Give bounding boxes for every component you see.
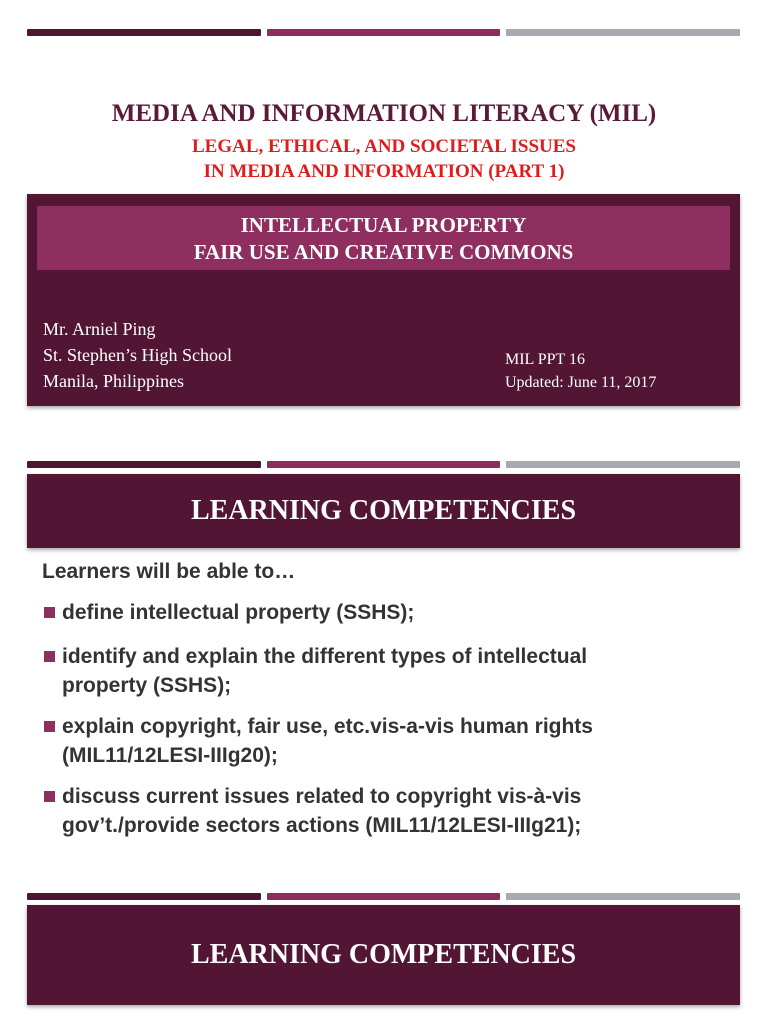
bullet-square-icon [44,651,55,662]
accent-stripe-dark [27,893,261,900]
slide1-subtitle-line1: LEGAL, ETHICAL, AND SOCIETAL ISSUES [192,136,576,157]
slide1-panel [27,194,740,406]
bullet-line: property (SSHS); [62,674,232,697]
ppt-id: MIL PPT 16 [505,351,586,368]
slide2-heading: LEARNING COMPETENCIES [27,474,740,548]
list-item [44,782,684,840]
accent-stripe-mid [267,29,500,36]
bullet-square-icon [44,607,55,618]
accent-stripe-gray [506,29,740,36]
author-name: Mr. Arniel Ping [43,319,156,339]
author-location: Manila, Philippines [43,371,184,391]
meta-block [505,348,656,394]
slide3-heading: LEARNING COMPETENCIES [27,905,740,1005]
bullet-line: discuss current issues related to copyright vis-à-vis [62,785,582,808]
list-item [44,598,684,627]
bullet-line: gov’t./provide sectors actions (MIL11/12LESI-IIIg21); [62,814,582,837]
topic-line1: INTELLECTUAL PROPERTY [240,213,527,237]
accent-stripe-mid [267,461,500,468]
list-item [44,712,684,770]
bullet-line: define intellectual property (SSHS); [62,601,415,624]
author-block [43,316,232,394]
topic-band [37,206,730,270]
bullet-line: identify and explain the different types of intellectual [62,645,588,668]
bullet-square-icon [44,791,55,802]
bullet-line: (MIL11/12LESI-IIIg20); [62,744,278,767]
bullet-square-icon [44,721,55,732]
slide1-subtitle [0,134,768,184]
slide1-subtitle-line2: IN MEDIA AND INFORMATION (PART 1) [203,161,565,182]
accent-stripe-gray [506,461,740,468]
accent-stripe-gray [506,893,740,900]
list-item [44,642,684,700]
bullet-line: explain copyright, fair use, etc.vis-a-vis human rights [62,715,593,738]
intro-text: Learners will be able to… [42,560,296,583]
topic-line2: FAIR USE AND CREATIVE COMMONS [193,240,574,264]
accent-stripe-dark [27,461,261,468]
author-school: St. Stephen’s High School [43,345,233,365]
slide1-title: MEDIA AND INFORMATION LITERACY (MIL) [111,100,657,127]
updated-date: Updated: June 11, 2017 [505,374,657,391]
accent-stripe-mid [267,893,500,900]
accent-stripe-dark [27,29,261,36]
